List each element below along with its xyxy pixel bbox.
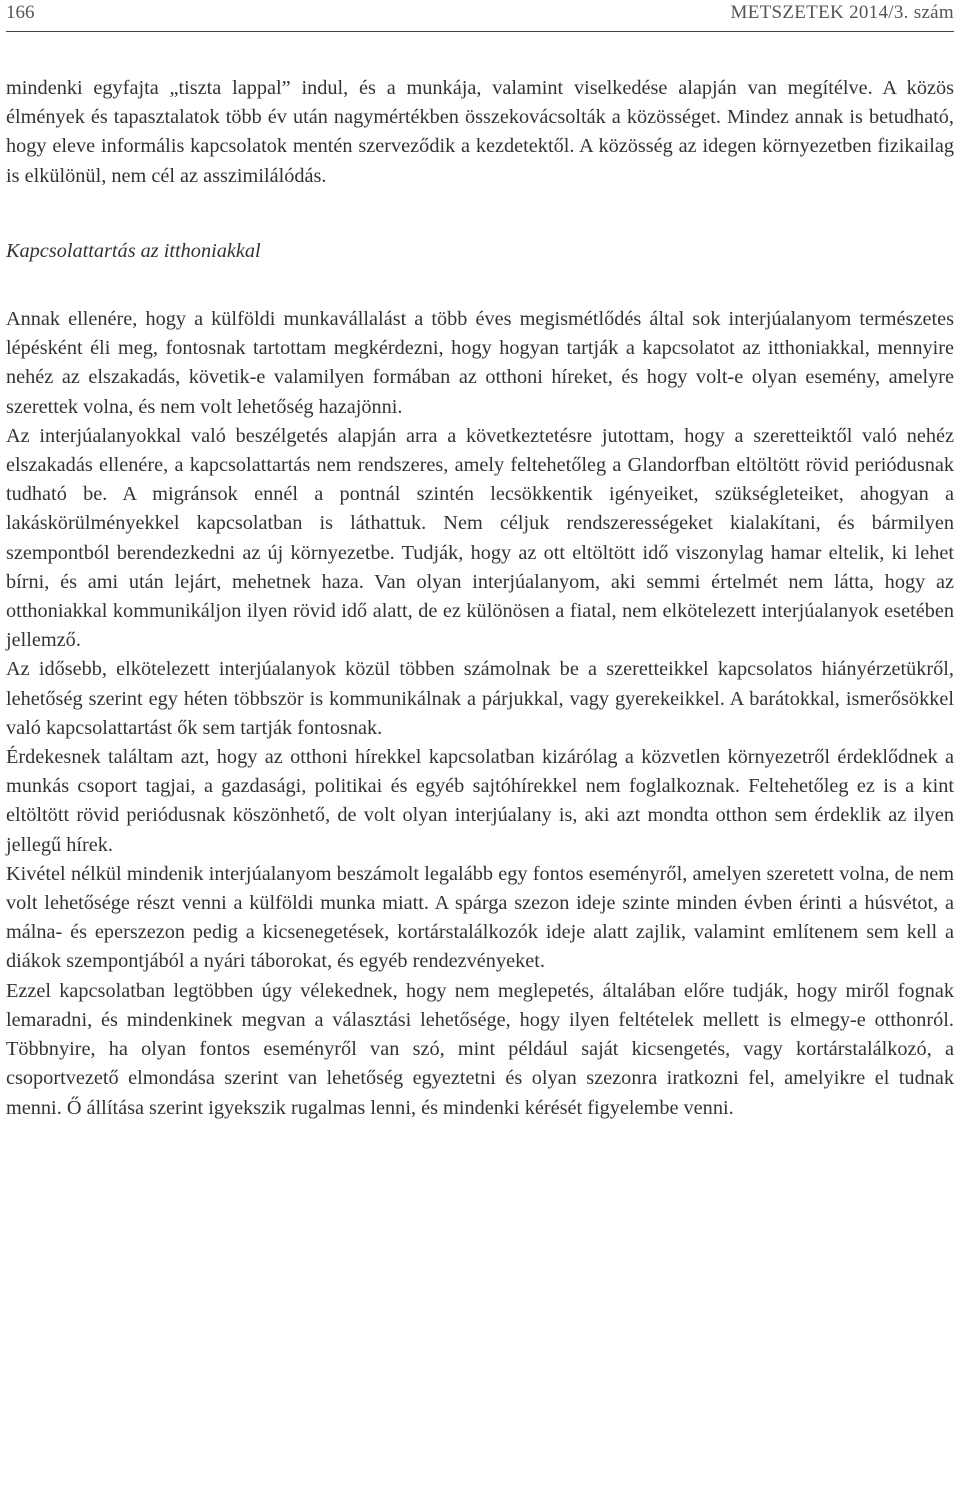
paragraph: Az idősebb, elkötelezett interjúalanyok közül többen számolnak be a szeretteikkel kapcsolatos hiányérzetükről, lehetőség szerint egy héten többször is kommunikálnak a párjukkal, vagy gyerekeikkel. A barátokkal, ismerősökkel való kapcsolattartást ők sem tartják fontosnak. (6, 658, 954, 739)
paragraph: Annak ellenére, hogy a külföldi munkavállalást a több éves megismétlődés által sok interjúalanyom természetes lépésként éli meg, fontosnak tartottam megkérdezni, hogy hogyan tartják a kapcsolatot az itthoniakkal, mennyire nehéz az elszakadás, követik-e valamilyen formában az otthoni híreket, és hogy volt-e olyan esemény, amelyre szerettek volna, és nem volt lehetőség hazajönni. (6, 308, 954, 418)
paragraph: Az interjúalanyokkal való beszélgetés alapján arra a következtetésre jutottam, hogy a szeretteiktől való nehéz elszakadás ellenére, a kapcsolattartás nem rendszeres, amely feltehetőleg a Glandorfban eltöltött rövid periódusnak tudható be. A migránsok ennél a pontnál szintén lecsökkentik igényeiket, szükségleteiket, ahogyan a lakáskörülményekkel kapcsolatban is láthattuk. Nem céljuk rendszerességeket kialakítani, és bármilyen szempontból berendezkedni az új környezetbe. Tudják, hogy az ott eltöltött idő viszonylag hamar eltelik, ki lehet bírni, és ami után lejárt, mehetnek haza. Van olyan interjúalanyom, aki semmi értelmét nem látta, hogy az otthoniakkal kommunikáljon ilyen rövid idő alatt, de ez különösen a fiatal, nem elkötelezett interjúalanyok esetében jellemző. (6, 424, 954, 652)
paragraph: Kivétel nélkül mindenik interjúalanyom beszámolt legalább egy fontos eseményről, amelyen szeretett volna, de nem volt lehetősége részt venni a külföldi munka miatt. A spárga szezon ideje szinte minden évben érinti a húsvétot, a málna- és eperszezon pedig a kicsenegetések, kortárstalálkozók ideje alatt zajlik, valamint említenem sem kell a diákok szempontjából a nyári táborokat, és egyéb rendezvényeket. (6, 862, 954, 973)
journal-title: METSZETEK 2014/3. szám (730, 2, 954, 23)
page-number: 166 (6, 2, 35, 23)
intro-paragraph: mindenki egyfajta „tiszta lappal” indul, és a munkája, valamint viselkedése alapján van megítélve. A közös élmények és tapasztalatok több év után nagymértékben összekovácsolták a közösséget. Mindez annak is betudható, hogy eleve informális kapcsolatok mentén szerveződik a kezdetektől. A közösség az idegen környezetben fizikailag is elkülönül, nem cél az asszimilálódás. (6, 77, 954, 187)
paragraph: Érdekesnek találtam azt, hogy az otthoni hírekkel kapcsolatban kizárólag a közvetlen környezetről érdeklődnek a munkás csoport tagjai, a gazdasági, politikai és egyéb sajtóhírekkel nem foglalkoznak. Feltehetőleg ez is a kint eltöltött rövid periódusnak köszönhető, de volt olyan interjúalany is, aki azt mondta otthon sem érdeklik az ilyen jellegű hírek. (6, 746, 954, 856)
document-page (6, 0, 954, 1119)
body-text (6, 74, 954, 1123)
paragraph: Ezzel kapcsolatban legtöbben úgy vélekednek, hogy nem meglepetés, általában előre tudják, hogy miről fognak lemaradni, és mindenkinek megvan a választási lehetősége, hogy ilyen feltételek mellett is elmegy-e otthonról. Többnyire, ha olyan fontos eseményről van szó, mint például saját kicsengetés, vagy kortárstalálkozó, a csoportvezető elmondása szerint van lehetőség egyeztetni és olyan szezonra iratkozni fel, amelyikre el tudnak menni. Ő állítása szerint igyekszik rugalmas lenni, és mindenki kérését figyelembe venni. (6, 979, 954, 1119)
section-heading: Kapcsolattartás az itthoniakkal (6, 239, 261, 262)
page-header (6, 0, 954, 32)
